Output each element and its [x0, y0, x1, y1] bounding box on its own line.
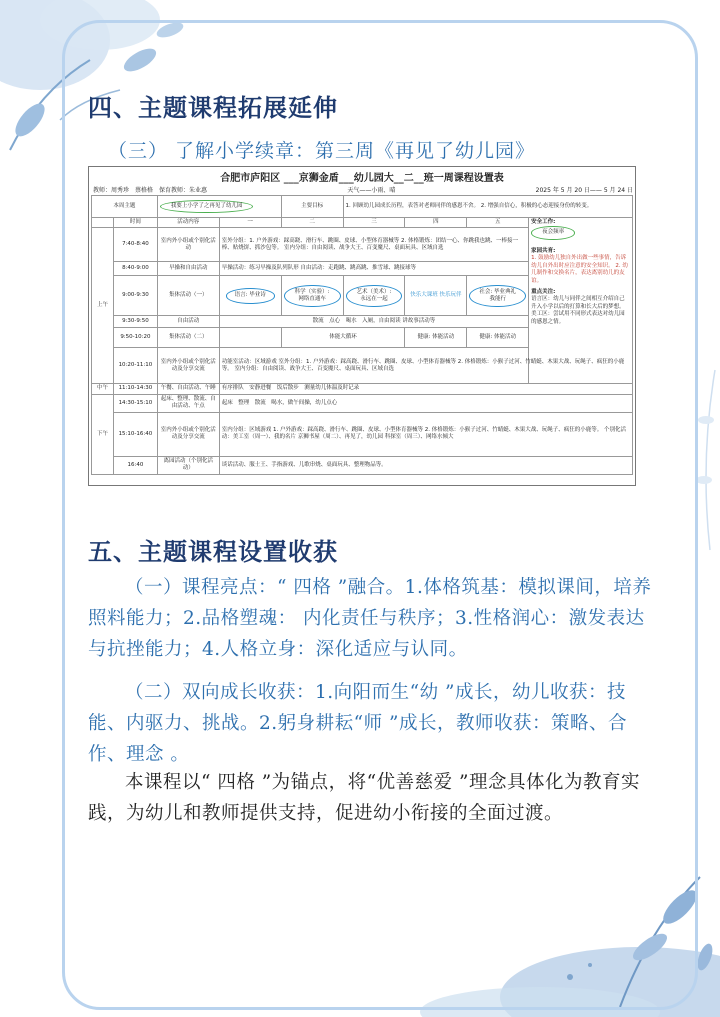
- table-row: 9:00-9:30 集体活动（一） 语言: 毕业诗 科学（实验）: 网络直通车 艺术（美术）: 永远在一起 快乐大课班 快乐玩伴 社会: 毕业典礼我能行: [92, 276, 633, 316]
- table-title: 合肥市庐阳区 ___京狮金盾___幼儿园大__二__班一周课程设置表: [220, 173, 504, 184]
- table-row: 8:40-9:00 早操和自由活动 早操活动：练习早操及队列队形 自由活动：走跑跳、跳高跳、推雪球、跳接球等: [92, 262, 633, 276]
- section-heading-4: 四、主题课程拓展延伸: [88, 94, 338, 122]
- table-row: 9:50-10:20 集体活动（二） 体能大循环 健康: 体能活动 健康: 体能活动: [92, 328, 633, 348]
- paragraph-growth: （二）双向成长收获：1.向阳而生“幼 ”成长，幼儿收获：技能、内驱力、挑战。2.躬身耕耘“师 ”成长，教师收获：策略、合作、理念 。: [88, 682, 627, 765]
- table-row: 9:30-9:50 自由活动 散流 点心 喝水 入厕，自由阅读 讲故事活动等: [92, 316, 633, 328]
- subsection-heading: （三） 了解小学续章：第三周《再见了幼儿园》: [108, 140, 536, 162]
- table-meta: [93, 185, 633, 194]
- table-row: 上午 7:40-8:40 室内外小组或个别化活动 室外分组：1. 户外游戏：踩高跷、滑行车、跳圈、皮球、小型体育器械等 2. 体格锻炼：团结一心、你跳我也跳、一棒接一棒、贴烧饼、抓沙包等。 室内分组：自由阅读、战争大王、百变魔尺、桌面玩具、区域自选: [92, 228, 633, 262]
- paragraph-summary: 本课程以“ 四格 ”为锚点，将“优善慈爱 ”理念具体化为教育实践，为幼儿和教师提供支持，促进幼小衔接的全面过渡。: [88, 772, 640, 824]
- paragraph-highlights: （一）课程亮点：“ 四格 ”融合。1.体格筑基：模拟课间，培养照料能力；2.品格塑魂： 内化责任与秩序；3.性格润心：激发表达与抗挫能力；4.人格立身：深化适应与认同。: [88, 577, 652, 660]
- table-teachers: 教师：周秀珍 蔡格格 保育教师：朱业惠: [93, 187, 208, 194]
- table-row: 15:10-16:40 室内外小组或个别化活动及分享交流 室内分组：区域游戏 1. 户外游戏：踩高跷、滑行车、跳圈、皮球、小型体育器械等 2. 体格锻炼：小猴子过河、竹蜻蜓、木果大战、玩绳子、疯狂的小鹿等。 个别化活动：美工室（周一）、我的名片 京狮书屋（周二）、再见了，幼儿园 科探室（周三）、网络水倾大: [92, 412, 633, 456]
- table-date: 2025 年 5 月 20 日—— 5 月 24 日: [535, 187, 633, 194]
- table-row: 本周主题 我要上小学了之再见了幼儿园 主要目标 1. 回顾幼儿园成长历程，表答对老师同伴的感恩不舍。 2. 增强自信心，积极的心态迎接身份的转变。: [92, 196, 633, 218]
- table-row: 16:40 离园活动（个别化活动） 谈话活动、服士王、手指游戏、儿歌串烧、桌面玩具、整理物品等。: [92, 456, 633, 474]
- schedule-grid: [91, 195, 633, 475]
- section-heading-5: 五、主题课程设置收获: [88, 538, 338, 566]
- table-row: 10:20-11:10 室内外小组或个别化活动及分享交流 功能室活动：区域游戏 室外分组：1. 户外游戏：踩高跷、滑行车、跳圈、皮球、小型体育器械等 2. 体格锻炼：小猴子过河、竹蜻蜓、木果大战、玩绳子、疯狂的小鹿等。 室内分组：自由阅读、战争大王、百变魔尺、桌面玩具、区域自选: [92, 348, 633, 384]
- table-row: 中午 11:10-14:30 午餐、自由活动、午睡 有序排队 安静进餐 饭后散步 测量幼儿体温及时记录: [92, 384, 633, 394]
- goals-value: 1. 回顾幼儿园成长历程，表答对老师同伴的感恩不舍。 2. 增强自信心，积极的心态迎接身份的转变。: [343, 196, 632, 218]
- table-row: 下午 14:30-15:10 起床、整理、散流、自由活动、午点 起床 整理 散流 喝水，做午间操，幼儿点心: [92, 394, 633, 412]
- table-weather: 天气——小雨、晴: [347, 187, 396, 194]
- course-schedule-table: [88, 166, 636, 486]
- table-header-row: 时间 活动内容 一 二 三 四 五 安全工作: 夜会频率 家园共育: 1. 鼓励幼儿独自外出做一些事情，告诉幼儿自外出时应注意的安全知识。 2. 幼儿制作和交换名片，表达离别幼儿的友谊。 重点关注: 语言区：幼儿与同伴之间相互介绍自己升入小学以后的打算和长大后的梦想。 美工区：尝试用不同形式表达对幼儿园的感恩之情。: [92, 218, 633, 228]
- theme-value: 我要上小学了之再见了幼儿园: [160, 200, 254, 213]
- side-notes: 安全工作: 夜会频率 家园共育: 1. 鼓励幼儿独自外出做一些事情，告诉幼儿自外出时应注意的安全知识。 2. 幼儿制作和交换名片，表达离别幼儿的友谊。 重点关注: 语言区：幼儿与同伴之间相互介绍自己升入小学以后的打算和长大后的梦想。 美工区：尝试用不同形式表达对幼儿园的感恩之情。: [529, 218, 633, 384]
